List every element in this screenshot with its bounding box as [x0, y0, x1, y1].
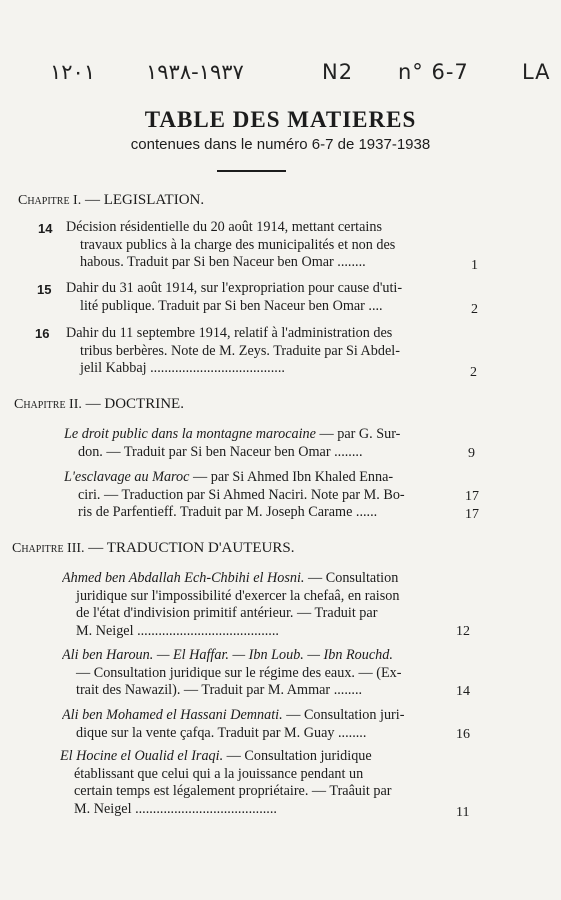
- entry-line: de l'état d'indivision primitif antérieur. — Traduit par: [76, 605, 378, 621]
- handwritten-note-4: n° 6-7: [398, 60, 469, 84]
- title-rule: [217, 170, 286, 172]
- chapter-label: Chapitre II.: [14, 397, 82, 412]
- entry-italic-title: Ali ben Mohamed el Hassani Demnati.: [62, 707, 283, 723]
- entry-italic-title: Le droit public dans la montagne marocaine: [64, 426, 316, 442]
- toc-entry: [64, 426, 444, 461]
- entry-line: [64, 469, 448, 487]
- toc-entry: [66, 219, 438, 272]
- toc-entry: [66, 325, 438, 378]
- page-title: TABLE DES MATIERES: [144, 107, 417, 132]
- chapter-heading: [18, 192, 204, 209]
- entry-line: Dahir du 11 septembre 1914, relatif à l'administration des: [66, 325, 393, 341]
- chapter-heading: [14, 396, 184, 413]
- toc-entry: [62, 570, 446, 640]
- entry-line: [62, 707, 446, 725]
- entry-line: habous. Traduit par Si ben Naceur ben Omar ........: [80, 254, 366, 270]
- entry-line: [64, 426, 444, 444]
- entry-number: 16: [35, 326, 50, 341]
- entry-line: [60, 748, 446, 766]
- entry-line: trait des Nawazil). — Traduit par M. Ammar ........: [76, 682, 363, 698]
- page-number: 11: [456, 805, 470, 820]
- toc-entry: [60, 748, 446, 818]
- entry-line: Décision résidentielle du 20 août 1914, mettant certains: [66, 219, 382, 235]
- toc-entry: [66, 280, 452, 315]
- page-number: 2: [470, 365, 477, 380]
- entry-line: lité publique. Traduit par Si ben Naceur ben Omar ....: [80, 297, 383, 314]
- entry-number: 15: [37, 282, 52, 297]
- toc-entry: [62, 647, 446, 700]
- handwritten-note-2: ١٩٣٧-١٩٣٨: [146, 60, 244, 84]
- entry-line: M. Neigel ........................................: [74, 800, 277, 817]
- entry-line: travaux publics à la charge des municipalités et non des: [80, 236, 396, 253]
- page-number: 2: [471, 302, 478, 317]
- toc-entry: [64, 469, 448, 522]
- entry-line: — Consultation juridique sur le régime des eaux. — (Ex-: [76, 664, 402, 681]
- entry-line: juridique sur l'impossibilité d'exercer la chefaâ, en raison: [76, 587, 400, 604]
- entry-line: don. — Traduit par Si ben Naceur ben Omar ........: [78, 443, 363, 460]
- entry-text: — Consultation juridique: [223, 748, 372, 764]
- chapter-label: Chapitre III.: [12, 541, 85, 556]
- handwritten-note-3: N2: [322, 60, 354, 84]
- handwritten-note-1: ١٢٠١: [50, 60, 96, 84]
- toc-entry: [62, 707, 446, 742]
- page-number: 17: [465, 489, 479, 504]
- chapter-label: Chapitre I.: [18, 193, 82, 208]
- entry-line: M. Neigel ........................................: [76, 622, 279, 639]
- entry-text: — par Si Ahmed Ibn Khaled Enna-: [189, 469, 394, 485]
- entry-line: ris de Parfentieff. Traduit par M. Joseph Carame ......: [78, 504, 378, 520]
- page-number: 9: [468, 446, 475, 461]
- entry-line: jelil Kabbaj ......................................: [80, 360, 285, 376]
- handwritten-note-5: LA: [522, 60, 551, 84]
- chapter-title: — DOCTRINE.: [81, 396, 184, 412]
- entry-line: Dahir du 31 août 1914, sur l'expropriation pour cause d'uti-: [66, 280, 403, 296]
- entry-line: tribus berbères. Note de M. Zeys. Traduite par Si Abdel-: [80, 342, 400, 359]
- entry-italic-title: Ali ben Haroun. — El Haffar. — Ibn Loub. — Ibn Rouchd.: [62, 647, 393, 663]
- entry-line: ciri. — Traduction par Si Ahmed Naciri. Note par M. Bo-: [78, 486, 405, 503]
- entry-text: — Consultation: [304, 570, 399, 586]
- page-number: 12: [456, 624, 470, 639]
- entry-line: [62, 647, 446, 665]
- page-number: 17: [465, 507, 479, 522]
- chapter-heading: [12, 540, 294, 557]
- entry-italic-title: L'esclavage au Maroc: [64, 469, 190, 485]
- page-number: 16: [456, 727, 470, 742]
- page-subtitle: contenues dans le numéro 6-7 de 1937-1938: [130, 136, 431, 153]
- entry-line: [62, 570, 446, 588]
- entry-line: établissant que celui qui a la jouissance pendant un: [74, 765, 364, 782]
- chapter-title: — LEGISLATION.: [81, 192, 205, 208]
- entry-italic-title: El Hocine el Oualid el Iraqi.: [60, 748, 224, 764]
- entry-number: 14: [38, 221, 53, 236]
- page-number: 1: [471, 258, 478, 273]
- page-number: 14: [456, 684, 470, 699]
- entry-text: — par G. Sur-: [315, 426, 401, 442]
- entry-text: — Consultation juri-: [282, 707, 405, 723]
- entry-line: certain temps est légalement propriétaire. — Traâuit par: [74, 783, 392, 799]
- chapter-title: — TRADUCTION D'AUTEURS.: [84, 540, 295, 556]
- entry-line: dique sur la vente çafqa. Traduit par M. Guay ........: [76, 724, 367, 741]
- entry-italic-title: Ahmed ben Abdallah Ech-Chbihi el Hosni.: [62, 570, 305, 586]
